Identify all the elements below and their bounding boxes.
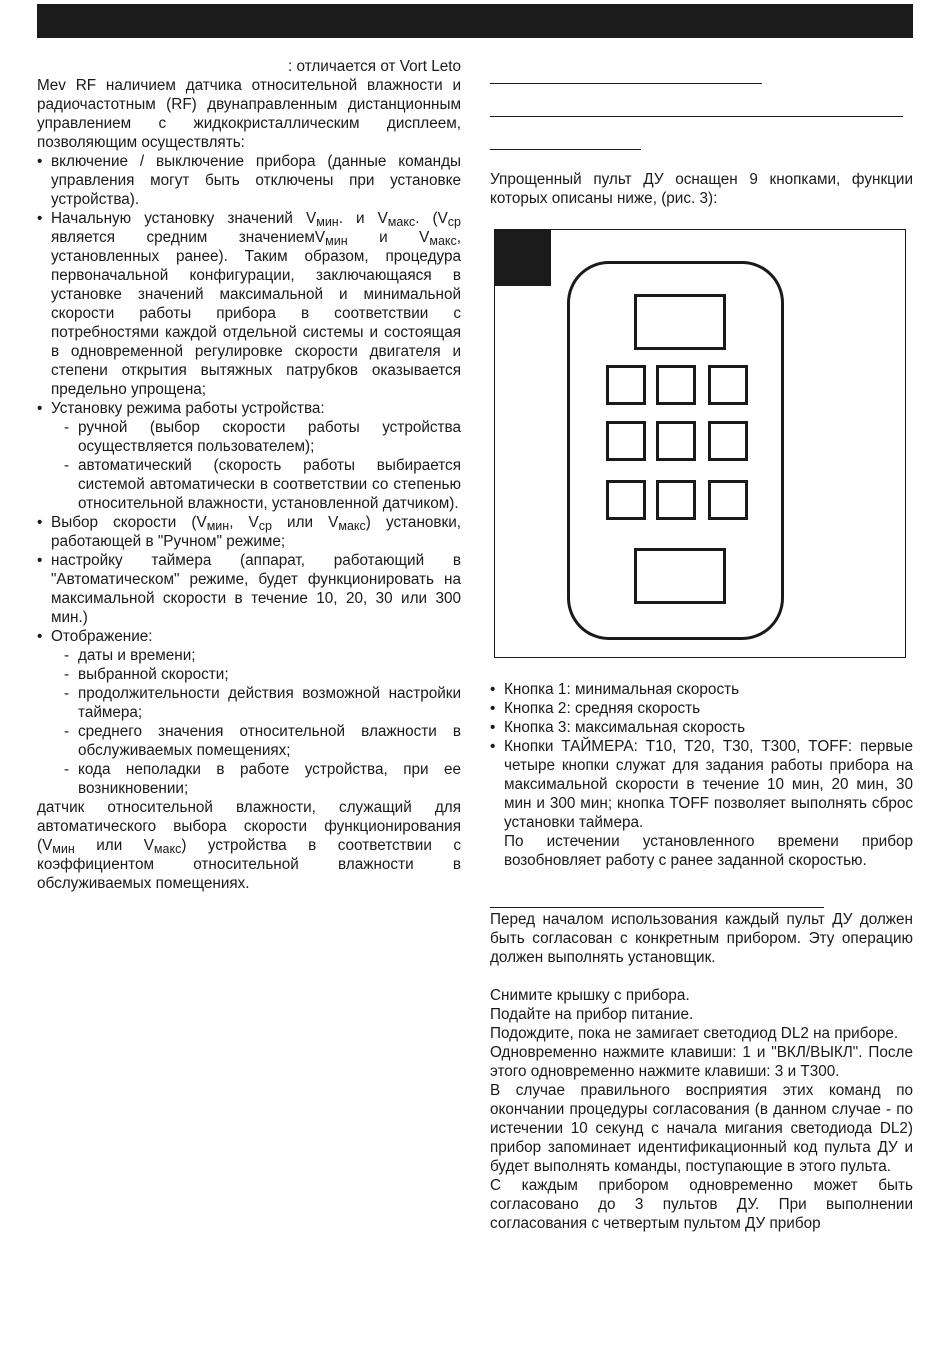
list-item: • Отображение: - даты и времени; - выбранной скорости; - продолжительности действия возможной настройки таймера; - среднего значения относительной влажности в обслуживаемых помещениях; - кода неполадки в работе устройства, при ее возникновении; bbox=[37, 627, 461, 798]
pairing-step: В случае правильного восприятия этих команд по окончании процедуры согласования (в данном случае - по истечении 10 секунд с начала мигания светодиода DL2) прибор запоминает идентификационный код пульта ДУ и будет выполнять команды, поступающие в этого пульта. bbox=[490, 1082, 913, 1176]
section-header-bar bbox=[37, 4, 913, 38]
list-item: - продолжительности действия возможной настройки таймера; bbox=[51, 684, 461, 722]
remote-figure bbox=[494, 229, 906, 658]
remote-button bbox=[656, 480, 696, 520]
remote-button bbox=[606, 480, 646, 520]
list-item: - автоматический (скорость работы выбирается системой автоматически в соответствии со степенью относительной влажности, установленной датчиком). bbox=[51, 456, 461, 513]
list-item: • Кнопка 3: максимальная скорость bbox=[490, 718, 913, 737]
pairing-step: Одновременно нажмите клавиши: 1 и "ВКЛ/ВЫКЛ". После этого одновременно нажмите клавиши: 3 и Т300. bbox=[490, 1044, 913, 1081]
list-item: • Кнопка 2: средняя скорость bbox=[490, 699, 913, 718]
heading-rule bbox=[490, 149, 641, 150]
intro-paragraph: Mev RF наличием датчика относительной влажности и радиочастотным (RF) двунаправленным дистанционным управлением с жидкокристаллическим дисплеем, позволяющим осуществлять: bbox=[37, 77, 461, 151]
sensor-paragraph: датчик относительной влажности, служащий для автоматического выбора скорости функционирования ($V_{мин}$ или $V_{макс}$) устройства в соответствии с коэффициентом относительной влажности в обслуживаемых помещениях. bbox=[37, 799, 462, 892]
mode-sublist bbox=[51, 418, 461, 513]
list-item: - даты и времени; bbox=[51, 646, 461, 665]
list-item: • настройку таймера (аппарат, работающий в "Автоматическом" режиме, будет функционировать на максимальной скорости в течение 10, 20, 30 или 300 мин.) bbox=[37, 551, 461, 627]
list-item: • Начальную установку значений $V_{мин}$. и $V_{макс}$. ($V_{ср}$ является средним значениемV$_{мин}$ и $V_{макс}$, установленных ранее). Таким образом, процедура первоначальной конфигурации, заключающаяся в установке значений максимальной и минимальной скорости работы прибора в соответствии с потребностями каждой отдельной системы и состоящая в одновременной регулировке скорости двигателя и степени открытия вытяжных патрубков оказывается предельно упрощена; bbox=[37, 209, 461, 399]
display-sublist bbox=[51, 646, 461, 798]
remote-display-key bbox=[634, 294, 726, 350]
list-item: • Установку режима работы устройства: - ручной (выбор скорости работы устройства осуществляется пользователем); - автоматический (скорость работы выбирается системой автоматически в соответствии со степенью относительной влажности, установленной датчиком). bbox=[37, 399, 461, 513]
pairing-step: Снимите крышку с прибора. bbox=[490, 987, 690, 1005]
remote-button bbox=[606, 421, 646, 461]
list-item: - среднего значения относительной влажности в обслуживаемых помещениях; bbox=[51, 722, 461, 760]
list-item: • включение / выключение прибора (данные команды управления могут быть отключены при установке устройства). bbox=[37, 152, 461, 209]
remote-button bbox=[708, 365, 748, 405]
right-column bbox=[490, 57, 913, 1233]
pairing-intro: Перед началом использования каждый пульт ДУ должен быть согласован с конкретным прибором. Эту операцию должен выполнять установщик. bbox=[490, 911, 913, 967]
heading-rule bbox=[490, 116, 903, 117]
remote-button bbox=[606, 365, 646, 405]
list-item: - ручной (выбор скорости работы устройства осуществляется пользователем); bbox=[51, 418, 461, 456]
remote-button bbox=[656, 421, 696, 461]
pairing-step: Подождите, пока не замигает светодиод DL2 на приборе. bbox=[490, 1025, 899, 1043]
list-item: - кода неполадки в работе устройства, при ее возникновении; bbox=[51, 760, 461, 798]
pairing-step: Подайте на прибор питание. bbox=[490, 1006, 694, 1024]
remote-button bbox=[656, 365, 696, 405]
heading-rule bbox=[490, 907, 824, 908]
left-column bbox=[37, 57, 461, 893]
pairing-step: С каждым прибором одновременно может быть согласовано до 3 пультов ДУ. При выполнении согласования с четвертым пультом ДУ прибор bbox=[490, 1177, 913, 1233]
feature-list bbox=[37, 152, 461, 798]
spacer bbox=[490, 967, 913, 986]
heading-rule bbox=[490, 83, 762, 84]
remote-intro: Упрощенный пульт ДУ оснащен 9 кнопками, функции которых описаны ниже, (рис. 3): bbox=[490, 171, 913, 207]
figure-label-tab bbox=[495, 230, 551, 286]
list-item: • Выбор скорости ($V_{мин}$, $V_{ср}$ или $V_{макс}$) установки, работающей в "Ручном" режиме; bbox=[37, 513, 461, 551]
list-item: • Кнопки ТАЙМЕРА: Т10, Т20, Т30, Т300, TOFF: первые четыре кнопки служат для задания работы прибора на максимальной скорости в течение 10 мин, 20 мин, 30 мин и 300 мин; кнопка TOFF позволяет выполнять сброс установки таймера. По истечении установленного времени прибор возобновляет работу с ранее заданной скоростью. bbox=[490, 737, 913, 870]
remote-button bbox=[708, 421, 748, 461]
list-item: - выбранной скорости; bbox=[51, 665, 461, 684]
remote-control-outline bbox=[567, 261, 784, 640]
intro-tail: : отличается от Vort Leto bbox=[288, 58, 461, 75]
remote-bottom-key bbox=[634, 548, 726, 604]
timer-note: По истечении установленного времени прибор возобновляет работу с ранее заданной скоростью. bbox=[504, 833, 913, 870]
button-list bbox=[490, 680, 913, 870]
remote-button bbox=[708, 480, 748, 520]
list-item: • Кнопка 1: минимальная скорость bbox=[490, 680, 913, 699]
